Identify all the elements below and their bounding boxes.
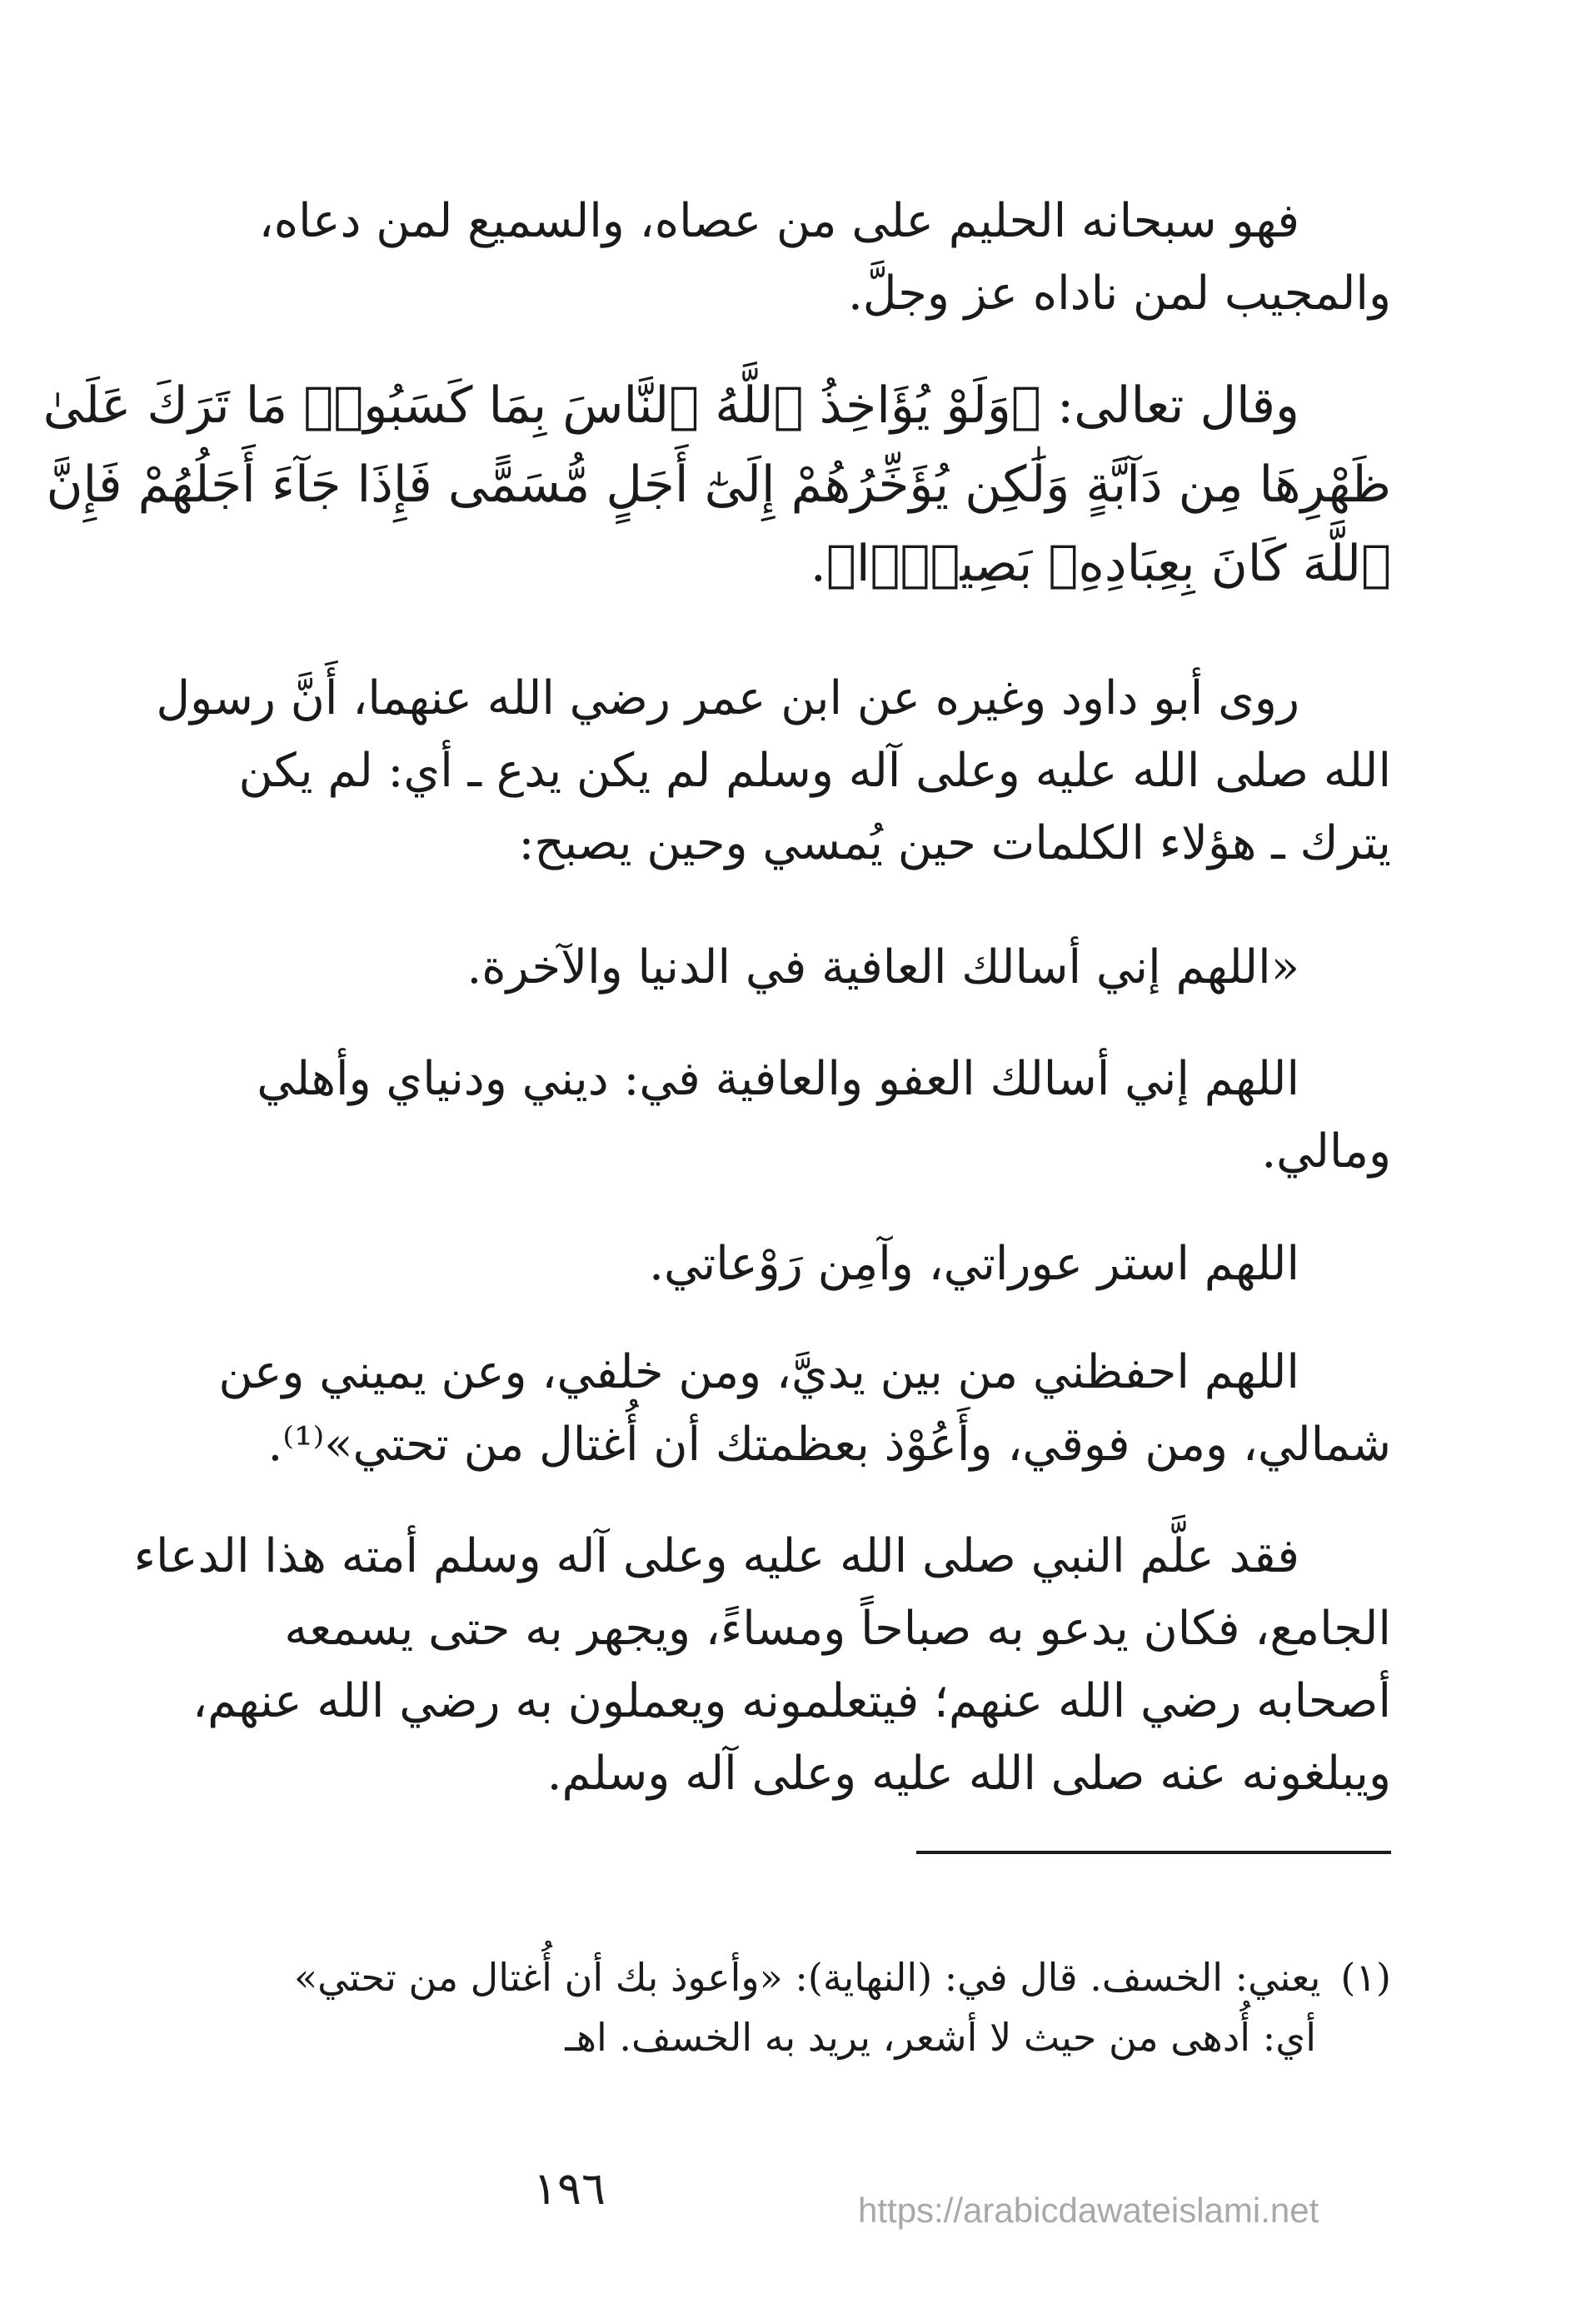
text-line: الله صلى الله عليه وعلى آله وسلم لم يكن يدع ـ أي: لم يكن (238, 744, 1391, 798)
paragraph-5 (208, 1043, 1391, 1188)
text-line: اللهم احفظني من بين يديَّ، ومن خلفي، وعن يميني وعن (218, 1345, 1299, 1399)
text-line: شمالي، ومن فوقي، وأَعُوْذ بعظمتك أن أُغتال من تحتي»⁽¹⁾. (267, 1418, 1391, 1472)
text-line: والمجيب لمن ناداه عز وجلَّ. (847, 267, 1391, 321)
paragraph-quran-verse (42, 366, 1391, 604)
text-line: اللهم استر عوراتي، وآمِن رَوْعاتي. (649, 1237, 1299, 1291)
paragraph-7 (208, 1336, 1391, 1481)
text-line: الجامع، فكان يدعو به صباحاً ومساءً، ويجهر به حتى يسمعه (284, 1602, 1391, 1656)
text-line: ومالي. (1261, 1124, 1391, 1179)
text-line: اللهم إني أسالك العفو والعافية في: ديني ودنياي وأهلي (257, 1052, 1299, 1106)
text-line: ظَهْرِهَا مِن دَآبَّةٍ وَلَٰكِن يُؤَخِّرُهُمْ إِلَىٰٓ أَجَلٍ مُّسَمًّى فَإِذَا جَآءَ أَجَلُهُمْ فَإِنَّ (46, 456, 1391, 514)
watermark-url: https://arabicdawateislami.net (858, 2191, 1319, 2230)
text-line: فهو سبحانه الحليم على من عصاه، والسميع لمن دعاه، (258, 194, 1299, 248)
text-line: ويبلغونه عنه صلى الله عليه وعلى آله وسلم. (546, 1747, 1391, 1801)
footnote-separator-rule (916, 1851, 1391, 1854)
book-page (42, 0, 1391, 2323)
footnote (208, 1947, 1391, 2067)
footnote-marker: (١) (1340, 1955, 1391, 2000)
paragraph-4 (208, 931, 1391, 1004)
text-line: «اللهم إني أسالك العافية في الدنيا والآخرة. (466, 940, 1299, 995)
paragraph-8 (133, 1520, 1391, 1810)
paragraph-6 (208, 1228, 1391, 1300)
text-line: أصحابه رضي الله عنهم؛ فيتعلمونه ويعملون به رضي الله عنهم، (192, 1674, 1391, 1728)
footnote-line: أي: أُدهى من حيث لا أشعر، يريد به الخسف. اهـ (565, 2015, 1316, 2060)
footnote-text: يعني: الخسف. قال في: (النهاية): «وأعوذ بك أن أُغتال من تحتي» (294, 1955, 1321, 2000)
paragraph-1 (208, 185, 1391, 330)
text-line: روى أبو داود وغيره عن ابن عمر رضي الله عنهما، أَنَّ رسول (156, 671, 1299, 725)
text-line: وقال تعالى: ﴿وَلَوْ يُؤَاخِذُ ٱللَّهُ ٱلنَّاسَ بِمَا كَسَبُوا۟ مَا تَرَكَ عَلَىٰ (42, 376, 1299, 435)
footnote-line (208, 1947, 1391, 2007)
text-line: يترك ـ هؤلاء الكلمات حين يُمسي وحين يصبح: (518, 816, 1391, 870)
text-line: ٱللَّهَ كَانَ بِعِبَادِهِۦ بَصِيرًۢا﴾. (810, 535, 1391, 593)
paragraph-3 (156, 662, 1391, 880)
page-number: ١٩٦ (533, 2164, 606, 2214)
text-line: فقد علَّم النبي صلى الله عليه وعلى آله وسلم أمته هذا الدعاء (133, 1529, 1299, 1583)
